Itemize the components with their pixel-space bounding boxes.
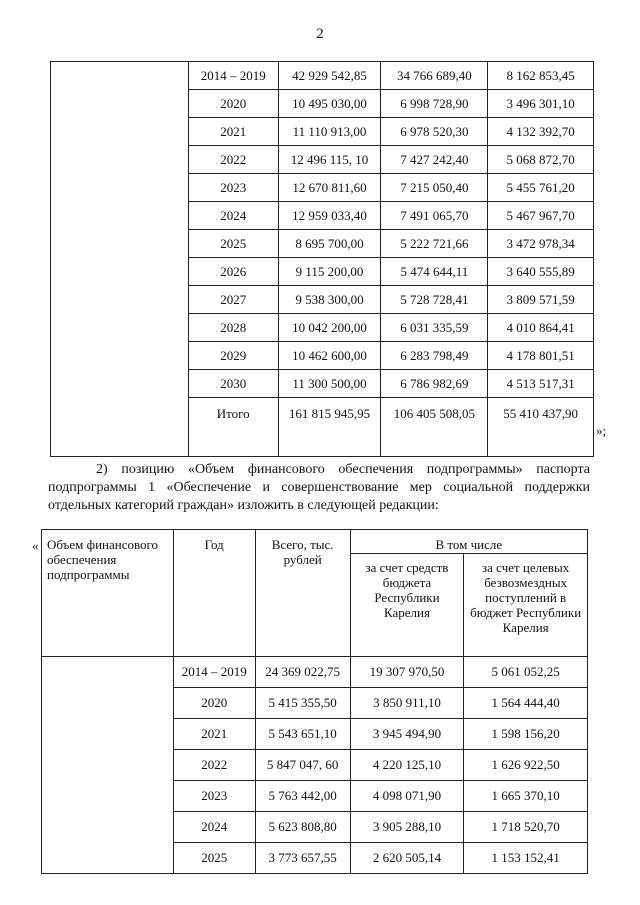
targeted-cell: 1 564 444,40 (464, 688, 588, 719)
targeted-cell: 1 718 520,70 (464, 812, 588, 843)
targeted-cell: 3 472 978,34 (488, 230, 594, 258)
budget-cell: 4 098 071,90 (350, 781, 464, 812)
year-cell: 2028 (188, 314, 278, 342)
budget-cell: 3 850 911,10 (350, 688, 464, 719)
targeted-cell: 4 513 517,31 (488, 370, 594, 398)
paragraph-line: подпрограммы 1 «Обеспечение и совершенствование мер социальной поддержки (48, 480, 590, 495)
budget-cell: 7 427 242,40 (381, 146, 488, 174)
targeted-cell: 5 455 761,20 (488, 174, 594, 202)
header-year: Год (173, 530, 255, 657)
header-targeted: за счет целевых безвозмездных поступлений в бюджет Республики Карелия (464, 554, 588, 657)
total-cell: 12 496 115, 10 (278, 146, 381, 174)
budget-cell: 5 728 728,41 (381, 286, 488, 314)
total-cell: 12 959 033,40 (278, 202, 381, 230)
total-cell: 10 042 200,00 (278, 314, 381, 342)
table-row (51, 62, 594, 90)
budget-cell: 7 491 065,70 (381, 202, 488, 230)
targeted-cell: 1 153 152,41 (464, 843, 588, 874)
targeted-cell: 5 068 872,70 (488, 146, 594, 174)
header-budget: за счет средств бюджета Республики Карелия (350, 554, 464, 657)
header-total: Всего, тыс. рублей (255, 530, 350, 657)
total-cell: 5 415 355,50 (255, 688, 350, 719)
total-cell: 9 538 300,00 (278, 286, 381, 314)
budget-cell: 5 474 644,11 (381, 258, 488, 286)
year-cell: 2020 (188, 90, 278, 118)
budget-cell: 4 220 125,10 (350, 750, 464, 781)
financing-table-continued (50, 61, 594, 457)
targeted-cell: 4 010 864,41 (488, 314, 594, 342)
blank-label-cell (42, 657, 174, 874)
total-cell: 10 462 600,00 (278, 342, 381, 370)
subprogram-financing-table (41, 529, 588, 874)
total-cell: 11 300 500,00 (278, 370, 381, 398)
paragraph-line: отдельных категорий граждан» изложить в следующей редакции: (48, 498, 439, 513)
targeted-cell: 1 626 922,50 (464, 750, 588, 781)
year-cell: 2030 (188, 370, 278, 398)
budget-cell: 19 307 970,50 (350, 657, 464, 688)
paragraph-line: 2) позицию «Объем финансового обеспечения подпрограммы» паспорта (96, 462, 590, 477)
budget-cell: 2 620 505,14 (350, 843, 464, 874)
targeted-cell: 4 132 392,70 (488, 118, 594, 146)
budget-cell: 6 998 728,90 (381, 90, 488, 118)
total-cell: 10 495 030,00 (278, 90, 381, 118)
total-cell: 8 695 700,00 (278, 230, 381, 258)
targeted-cell: 5 467 967,70 (488, 202, 594, 230)
year-cell: 2020 (173, 688, 255, 719)
page-number: 2 (316, 26, 324, 42)
table-row (42, 657, 588, 688)
targeted-cell: 5 061 052,25 (464, 657, 588, 688)
year-cell: 2014 – 2019 (173, 657, 255, 688)
total-cell: 5 543 651,10 (255, 719, 350, 750)
total-cell: 9 115 200,00 (278, 258, 381, 286)
year-cell: 2026 (188, 258, 278, 286)
budget-cell: 6 978 520,30 (381, 118, 488, 146)
year-cell: 2023 (188, 174, 278, 202)
total-cell: 24 369 022,75 (255, 657, 350, 688)
header-in-that-number: В том числе (350, 530, 587, 554)
targeted-cell: 3 496 301,10 (488, 90, 594, 118)
total-cell: 11 110 913,00 (278, 118, 381, 146)
budget-cell: 7 215 050,40 (381, 174, 488, 202)
total-label-cell: Итого (188, 398, 278, 457)
year-cell: 2014 – 2019 (188, 62, 278, 90)
budget-cell: 6 786 982,69 (381, 370, 488, 398)
targeted-cell: 1 598 156,20 (464, 719, 588, 750)
budget-cell: 3 905 288,10 (350, 812, 464, 843)
targeted-cell: 4 178 801,51 (488, 342, 594, 370)
total-cell: 5 847 047, 60 (255, 750, 350, 781)
year-cell: 2025 (173, 843, 255, 874)
opening-quote-mark: « (32, 538, 39, 553)
budget-cell: 5 222 721,66 (381, 230, 488, 258)
blank-label-cell (51, 62, 189, 457)
targeted-cell: 55 410 437,90 (488, 398, 594, 457)
targeted-cell: 8 162 853,45 (488, 62, 594, 90)
targeted-cell: 1 665 370,10 (464, 781, 588, 812)
year-cell: 2022 (173, 750, 255, 781)
year-cell: 2023 (173, 781, 255, 812)
total-cell: 161 815 945,95 (278, 398, 381, 457)
year-cell: 2024 (188, 202, 278, 230)
total-cell: 42 929 542,85 (278, 62, 381, 90)
budget-cell: 3 945 494,90 (350, 719, 464, 750)
year-cell: 2021 (173, 719, 255, 750)
budget-cell: 106 405 508,05 (381, 398, 488, 457)
total-cell: 12 670 811,60 (278, 174, 381, 202)
budget-cell: 6 031 335,59 (381, 314, 488, 342)
total-cell: 5 763 442,00 (255, 781, 350, 812)
table-header-row (42, 530, 588, 554)
year-cell: 2021 (188, 118, 278, 146)
year-cell: 2024 (173, 812, 255, 843)
budget-cell: 34 766 689,40 (381, 62, 488, 90)
year-cell: 2027 (188, 286, 278, 314)
targeted-cell: 3 640 555,89 (488, 258, 594, 286)
header-label-cell: Объем финансового обеспечения подпрограммы (42, 530, 174, 657)
targeted-cell: 3 809 571,59 (488, 286, 594, 314)
amendment-paragraph (48, 461, 590, 515)
year-cell: 2025 (188, 230, 278, 258)
budget-cell: 6 283 798,49 (381, 342, 488, 370)
year-cell: 2029 (188, 342, 278, 370)
year-cell: 2022 (188, 146, 278, 174)
closing-quote-mark: »; (596, 423, 607, 438)
total-cell: 3 773 657,55 (255, 843, 350, 874)
total-cell: 5 623 808,80 (255, 812, 350, 843)
